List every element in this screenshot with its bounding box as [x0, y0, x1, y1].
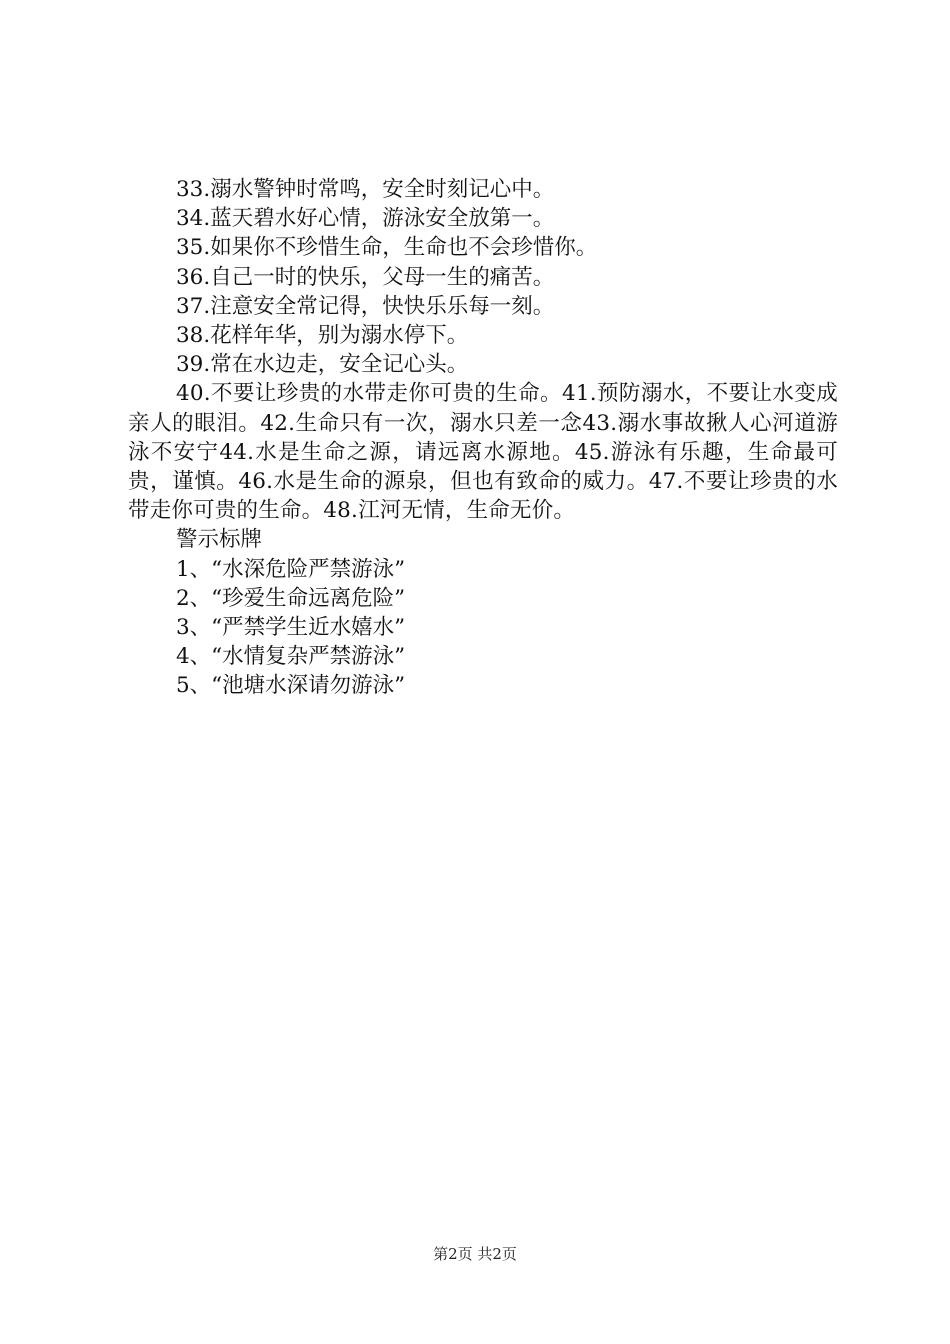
- slogan-line: 35.如果你不珍惜生命，生命也不会珍惜你。: [176, 235, 598, 261]
- slogan-line: 37.注意安全常记得，快快乐乐每一刻。: [176, 293, 555, 319]
- signs-heading: 警示标牌: [176, 527, 263, 553]
- sign-item: 4、“水情复杂严禁游泳”: [176, 644, 406, 670]
- slogan-line: 33.溺水警钟时常鸣，安全时刻记心中。: [176, 177, 555, 202]
- slogan-line: 36.自己一时的快乐，父母一生的痛苦。: [176, 264, 555, 290]
- sign-item: 1、“水深危险严禁游泳”: [176, 556, 406, 582]
- document-body: [128, 175, 838, 701]
- sign-item: 5、“池塘水深请勿游泳”: [176, 673, 406, 699]
- slogan-line: 39.常在水边走，安全记心头。: [176, 352, 469, 378]
- slogan-line: 34.蓝天碧水好心情，游泳安全放第一。: [176, 206, 555, 232]
- sign-item: 2、“珍爱生命远离危险”: [176, 585, 406, 611]
- page-footer: 第2页 共2页: [433, 1245, 517, 1263]
- sign-item: 3、“严禁学生近水嬉水”: [176, 615, 406, 641]
- slogan-paragraph: 40.不要让珍贵的水带走你可贵的生命。41.预防溺水，不要让水变成亲人的眼泪。42.生命只有一次，溺水只差一念43.溺水事故揪人心河道游泳不安宁44.水是生命之源，请远离水源地。45.游泳有乐趣，生命最可贵，谨慎。46.水是生命的源泉，但也有致命的威力。47.不要让珍贵的水带走你可贵的生命。48.江河无情，生命无价。: [128, 381, 838, 524]
- slogan-line: 38.花样年华，别为溺水停下。: [176, 323, 469, 349]
